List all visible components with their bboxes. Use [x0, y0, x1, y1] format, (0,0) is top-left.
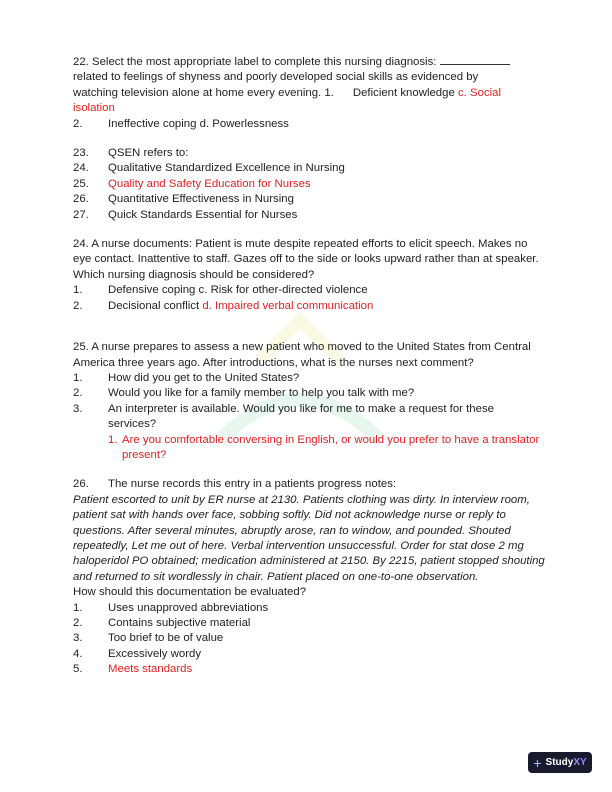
- q26-stem: The nurse records this entry in a patients progress notes:: [108, 478, 397, 491]
- option-number: 1.: [73, 284, 83, 297]
- item-number: 3.: [73, 632, 83, 645]
- option-text: Would you like for a family member to help you talk with me?: [108, 387, 415, 400]
- item-number: 4.: [73, 647, 83, 660]
- option-text: Too brief to be of value: [108, 632, 224, 645]
- question-26: [73, 477, 545, 677]
- question-24: [73, 237, 545, 314]
- q23-stem: QSEN refers to:: [108, 147, 189, 160]
- logo-text: Study: [545, 757, 574, 768]
- option-text: Decisional conflict: [108, 299, 203, 312]
- correct-answer: d. Impaired verbal communication: [202, 299, 374, 312]
- option-text: An interpreter is available. Would you like for me to make a request for these services?: [108, 402, 494, 431]
- item-number: 23.: [73, 147, 89, 160]
- item-number: 3.: [73, 402, 83, 415]
- option-text: Uses unapproved abbreviations: [108, 601, 269, 614]
- item-number: 5.: [73, 663, 83, 676]
- option-text: Qualitative Standardized Excellence in Nursing: [108, 162, 345, 175]
- q25-stem: 25. A nurse prepares to assess a new patient who moved to the United States from Central America three years ago. After introductions, what is the nurses next comment?: [73, 341, 531, 369]
- progress-note: Patient escorted to unit by ER nurse at 2130. Patients clothing was dirty. In interview room, patient sat with hands over face, sobbing softly. Did not acknowledge nurse or reply to questions. After several minutes, abruptly arose, ran to window, and pounded. Shouted repeatedly, Let me out of here. Verbal intervention unsuccessful. Order for stat dose 2 mg haloperidol PO obtained; medication administered at 2150. By 2215, patient stopped shouting and returned to sit wordlessly in chair. Patient placed on one-to-one observation.: [73, 493, 545, 583]
- item-number: 2.: [73, 617, 83, 629]
- option-text: Excessively wordy: [108, 647, 202, 660]
- option-text: Contains subjective material: [108, 617, 251, 629]
- q22-stem-3: watching television alone at home every evening. 1. Deficient knowledge: [73, 86, 458, 99]
- item-number: 26.: [73, 478, 89, 491]
- q26-question: How should this documentation be evaluated?: [73, 586, 307, 599]
- item-number: 2.: [73, 387, 83, 400]
- item-number: 1.: [73, 601, 83, 614]
- item-number: 24.: [73, 162, 89, 175]
- item-number: 1.: [73, 371, 83, 384]
- item-number: 27.: [73, 208, 89, 221]
- question-23: [73, 146, 545, 223]
- correct-answer: Meets standards: [108, 663, 193, 676]
- document-body: [73, 54, 545, 678]
- option-text: Defensive coping c. Risk for other-directed violence: [108, 284, 368, 297]
- option-number: 2.: [73, 299, 83, 312]
- question-25: [73, 340, 545, 463]
- logo-accent: XY: [573, 757, 587, 768]
- item-number: 25.: [73, 177, 89, 190]
- studyxy-logo[interactable]: [528, 752, 592, 773]
- correct-answer: Are you comfortable conversing in English, or would you prefer to have a translator present?: [122, 433, 540, 461]
- plus-icon: +: [533, 754, 542, 771]
- question-22: [73, 54, 545, 132]
- q22-answer: c. Social isolation: [73, 86, 505, 115]
- q24-stem: 24. A nurse documents: Patient is mute despite repeated efforts to elicit speech. Makes no eye contact. Inattentive to staff. Gazes off to the side or looks upward rather than at speaker. Which nursing diagnosis should be considered?: [73, 238, 539, 281]
- option-number: 2.: [73, 117, 83, 130]
- option-text: How did you get to the United States?: [108, 371, 300, 384]
- item-number: 1.: [108, 433, 118, 446]
- option-text: Ineffective coping d. Powerlessness: [108, 117, 289, 130]
- item-number: 26.: [73, 193, 89, 206]
- correct-answer: Quality and Safety Education for Nurses: [108, 177, 311, 190]
- answer-blank: [440, 54, 510, 65]
- option-text: Quantitative Effectiveness in Nursing: [108, 193, 294, 206]
- q22-stem-2: related to feelings of shyness and poorly developed social skills as evidenced by: [73, 71, 479, 84]
- option-text: Quick Standards Essential for Nurses: [108, 208, 298, 221]
- q22-stem: 22. Select the most appropriate label to complete this nursing diagnosis:: [73, 56, 437, 68]
